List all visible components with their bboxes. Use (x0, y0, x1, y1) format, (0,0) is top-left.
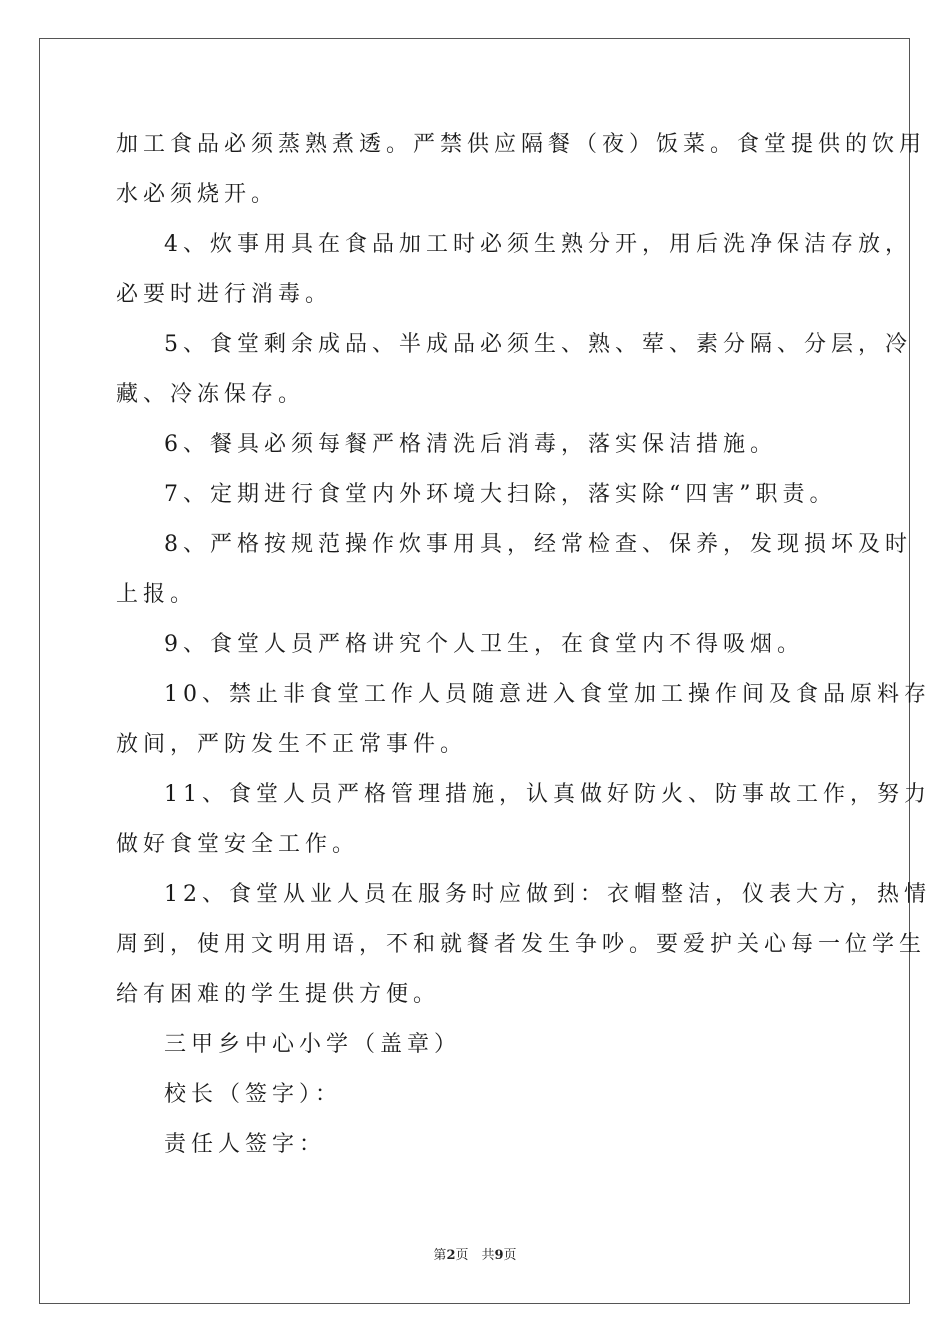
footer-prefix: 第 (433, 1248, 447, 1263)
text-line: 6、餐具必须每餐严格清洗后消毒，落实保洁措施。 (164, 432, 777, 457)
text-line: 给有困难的学生提供方便。 (116, 982, 441, 1007)
text-line: 周到，使用文明用语，不和就餐者发生争吵。要爱护关心每一位学生 (116, 932, 927, 957)
footer-total-pages: 9 (494, 1248, 504, 1263)
footer-page-number: 2 (446, 1248, 456, 1263)
footer-suffix: 页 (503, 1248, 517, 1263)
text-line: 7、定期进行食堂内外环境大扫除，落实除“四害”职责。 (164, 482, 837, 507)
signature-principal: 校长（签字）： (164, 1082, 343, 1107)
text-line: 藏、冷冻保存。 (116, 382, 306, 407)
text-line: 水必须烧开。 (116, 182, 279, 207)
text-line: 8、严格按规范操作炊事用具，经常检查、保养，发现损坏及时 (164, 532, 912, 557)
text-line: 必要时进行消毒。 (116, 282, 333, 307)
text-line: 上报。 (116, 582, 198, 607)
signature-responsible: 责任人签字： (164, 1132, 327, 1157)
signature-school: 三甲乡中心小学（盖章） (164, 1032, 462, 1057)
text-line: 9、食堂人员严格讲究个人卫生，在食堂内不得吸烟。 (164, 632, 804, 657)
page-footer (0, 1244, 950, 1263)
text-line: 10、禁止非食堂工作人员随意进入食堂加工操作间及食品原料存 (164, 682, 931, 707)
text-line: 11、食堂人员严格管理措施，认真做好防火、防事故工作，努力 (164, 782, 931, 807)
text-line: 放间，严防发生不正常事件。 (116, 732, 468, 757)
text-line: 做好食堂安全工作。 (116, 832, 360, 857)
text-line: 5、食堂剩余成品、半成品必须生、熟、荤、素分隔、分层，冷 (164, 332, 912, 357)
text-line: 12、食堂从业人员在服务时应做到：衣帽整洁，仪表大方，热情 (164, 882, 931, 907)
text-line: 加工食品必须蒸熟煮透。严禁供应隔餐（夜）饭菜。食堂提供的饮用 (116, 132, 927, 157)
footer-mid: 页 共 (455, 1248, 495, 1263)
text-line: 4、炊事用具在食品加工时必须生熟分开，用后洗净保洁存放， (164, 232, 912, 257)
